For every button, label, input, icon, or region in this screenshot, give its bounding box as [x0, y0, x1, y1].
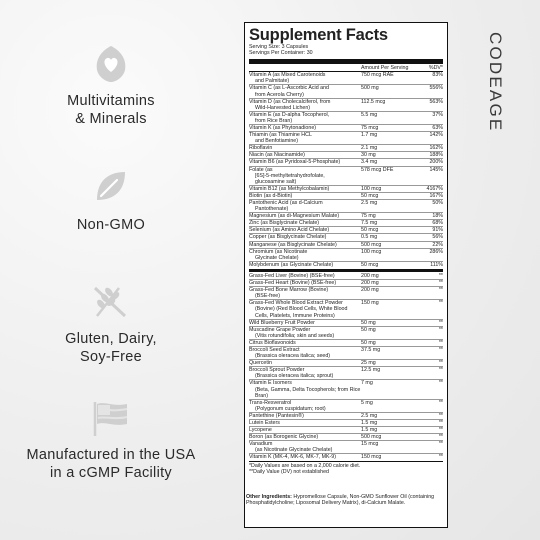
table-row: [249, 124, 443, 131]
amount: 50 mcg: [361, 261, 379, 268]
table-row: [249, 333, 443, 339]
table-row: [249, 92, 443, 98]
table-row: [249, 419, 443, 426]
amount: [367, 447, 413, 453]
amount: [367, 105, 413, 111]
nutrient-name: [6S]-5-methyltetrahydrofolate,: [255, 172, 325, 179]
amount: [367, 333, 413, 339]
nutrient-name: and Benfotiamine): [255, 138, 298, 145]
amount: [367, 313, 413, 319]
daily-value: 37%: [432, 111, 443, 118]
nutrient-name: Vitamin E Isomers: [249, 380, 292, 387]
table-row: [249, 326, 443, 333]
nutrient-name: Vitamin K (MK-4, MK-6, MK-7, MK-9): [249, 454, 337, 461]
daily-value: **: [438, 326, 443, 333]
nutrient-name: Manganese (as Bisglycinate Chelate): [249, 241, 337, 248]
us-flag-icon: [89, 398, 133, 438]
daily-value: **: [438, 380, 443, 387]
amount: 100 mcg: [361, 248, 382, 255]
amount-header: Amount Per Serving: [361, 64, 409, 71]
nutrient-name: from Acerola Cherry): [255, 91, 304, 98]
daily-value: 22%: [432, 241, 443, 248]
nutrient-name: (Polygonum cuspidatum; root): [255, 405, 326, 412]
table-row: [249, 233, 443, 240]
daily-value: [413, 206, 443, 212]
table-row: [249, 144, 443, 151]
nutrient-name: Lycopene: [249, 427, 272, 434]
daily-value: **: [438, 441, 443, 448]
nutrient-name: Biotin (as d-Biotin): [249, 192, 293, 199]
daily-value: 50%: [432, 200, 443, 206]
daily-value: [413, 313, 443, 319]
daily-value: 18%: [432, 213, 443, 220]
amount: [367, 373, 413, 379]
table-row: [249, 379, 443, 386]
nutrient-name: Glycinate Chelate): [255, 254, 299, 261]
nutrient-name: (Vitis rotundifolia; skin and seeds): [255, 332, 335, 339]
table-row: [249, 273, 443, 279]
nutrient-name: Copper (as Bisglycinate Chelate): [249, 234, 327, 241]
panel-title: Supplement Facts: [249, 26, 388, 44]
nutrient-name: Wild Blueberry Fruit Powder: [249, 319, 315, 326]
amount: 200 mg: [361, 272, 379, 279]
nutrient-name: Citrus Bioflavonoids: [249, 339, 296, 346]
nutrient-name: (as Nicotinate Glycinate Chelate): [255, 447, 333, 454]
daily-value: **: [438, 287, 443, 294]
daily-value: 200%: [429, 159, 443, 166]
nutrient-name: Grass-Fed Whole Blood Extract Powder: [249, 300, 343, 307]
other-ingredients: [246, 494, 446, 507]
amount: 50 mcg: [361, 227, 379, 234]
amount: 150 mg: [361, 300, 379, 307]
amount: 500 mcg: [361, 241, 382, 248]
amount: 1.5 mg: [361, 420, 378, 426]
nutrient-name: Zinc (as Bisglycinate Chelate): [249, 220, 320, 227]
nutrient-name: Boron (as Borogenic Glycine): [249, 434, 319, 441]
nutrient-name: Niacin (as Niacinamide): [249, 152, 305, 159]
dv-header: %DV*: [428, 64, 443, 71]
table-row: [249, 453, 443, 460]
brand-name: CODEAGE: [486, 32, 505, 133]
table-row: [249, 255, 443, 261]
serving-size: Serving Size: 3 Capsules: [249, 44, 309, 50]
amount: 7 mg: [361, 380, 373, 387]
table-row: [249, 151, 443, 158]
amount: [367, 206, 413, 212]
amount: 112.5 mcg: [361, 98, 386, 105]
table-row: [249, 399, 443, 406]
table-row: [249, 261, 443, 268]
no-wheat-icon: [89, 282, 133, 322]
amount: 50 mcg: [361, 192, 379, 199]
daily-value: [413, 255, 443, 261]
nutrient-name: Selenium (as Amino Acid Chelate): [249, 227, 330, 234]
daily-value: **: [438, 412, 443, 419]
nutrient-name: Trans-Resveratrol: [249, 399, 292, 406]
daily-value: 68%: [432, 220, 443, 227]
amount: 30 mg: [361, 152, 376, 159]
footnote-dv: *Daily Values are based on a 2,000 calorie diet.: [249, 461, 443, 469]
nutrient-name: from Rice Bran): [255, 117, 293, 124]
nutrient-name: Riboflavin: [249, 145, 273, 152]
feature-made-in-usa: [0, 398, 222, 482]
table-row: [249, 426, 443, 433]
nutrient-name: Grass-Fed Bone Marrow (Bovine): [249, 287, 329, 294]
feature-label: Manufactured in the USA in a cGMP Facility: [26, 447, 196, 481]
ingredient-rows: [249, 273, 443, 461]
table-row: [249, 353, 443, 359]
daily-value: [413, 92, 443, 98]
daily-value: [413, 118, 443, 124]
daily-value: **: [438, 300, 443, 307]
daily-value: [413, 406, 443, 412]
divider-thick: [249, 269, 443, 272]
nutrient-name: Grass-Fed Liver (Bovine) (BSE-free): [249, 272, 335, 279]
daily-value: 556%: [429, 85, 443, 92]
nutrient-name: Quercetin: [249, 360, 272, 367]
table-row: [249, 406, 443, 412]
daily-value: [413, 387, 443, 399]
daily-value: [413, 78, 443, 84]
daily-value: [413, 333, 443, 339]
amount: 150 mcg: [361, 454, 382, 461]
amount: [367, 179, 413, 185]
daily-value: 63%: [432, 124, 443, 131]
nutrient-name: Wild-Harvested Lichen): [255, 104, 311, 111]
amount: 1.7 mg: [361, 132, 378, 139]
nutrient-name: Lutein Esters: [249, 420, 280, 426]
daily-value: 4167%: [426, 185, 443, 192]
table-row: [249, 359, 443, 366]
amount: 200 mg: [361, 287, 379, 294]
daily-value: **: [438, 399, 443, 406]
other-ingredients-label: Other Ingredients:: [246, 494, 292, 500]
amount: 2.5 mg: [361, 200, 378, 206]
daily-value: **: [438, 319, 443, 326]
amount: 578 mcg DFE: [361, 166, 394, 173]
nutrient-name: Vitamin B12 (as Methylcobalamin): [249, 185, 330, 192]
nutrient-name: Pantothenic Acid (as d-Calcium: [249, 200, 323, 206]
nutrient-name: (Beta, Gamma, Delta Tocopherols; from Rice Bran): [255, 386, 361, 399]
table-row: [249, 219, 443, 226]
amount: [367, 255, 413, 261]
nutrient-name: (Bovine) (Red Blood Cells, White Blood: [255, 306, 348, 313]
nutrient-name: Thiamin (as Thiamine HCL: [249, 132, 312, 139]
daily-value: [413, 105, 443, 111]
supplement-facts-panel: [244, 22, 448, 528]
table-row: [249, 299, 443, 306]
daily-value: **: [438, 280, 443, 287]
table-row: [249, 226, 443, 233]
daily-value: 167%: [429, 192, 443, 199]
amount: 50 mg: [361, 326, 376, 333]
table-row: [249, 158, 443, 165]
footnote-dv-not-established: **Daily Value (DV) not established: [249, 468, 329, 475]
table-row: [249, 78, 443, 84]
table-row: [249, 373, 443, 379]
nutrient-name: (Brassica oleracea italica; sprout): [255, 373, 334, 380]
daily-value: 56%: [432, 234, 443, 241]
nutrient-name: Magnesium (as di-Magnesium Malate): [249, 213, 340, 220]
amount: [367, 353, 413, 359]
daily-value: 91%: [432, 227, 443, 234]
amount: 75 mg: [361, 213, 376, 220]
table-row: [249, 118, 443, 124]
daily-value: **: [438, 360, 443, 367]
daily-value: **: [438, 367, 443, 374]
table-row: [249, 339, 443, 346]
daily-value: [413, 293, 443, 299]
feature-label: Multivitamins & Minerals: [67, 93, 155, 127]
nutrient-name: (Brassica oleracea italica; seed): [255, 353, 331, 360]
nutrient-name: Chromium (as Nicotinate: [249, 248, 308, 255]
nutrient-name: (BSE-free): [255, 293, 281, 300]
feature-label: Non-GMO: [76, 217, 146, 233]
table-row: [249, 279, 443, 286]
amount: 0.5 mg: [361, 234, 378, 241]
table-row: [249, 313, 443, 319]
amount: [367, 92, 413, 98]
amount: 12.5 mg: [361, 367, 381, 374]
nutrient-name: Broccoli Seed Extract: [249, 346, 300, 353]
daily-value: 286%: [429, 248, 443, 255]
table-row: [249, 192, 443, 199]
table-row: [249, 346, 443, 353]
daily-value: **: [438, 454, 443, 461]
nutrient-name: Vitamin B6 (as Pyridoxal-5-Phosphate): [249, 159, 341, 166]
amount: 5 mg: [361, 399, 373, 406]
table-row: [249, 84, 443, 91]
amount: 200 mg: [361, 280, 379, 287]
daily-value: [413, 179, 443, 185]
table-row: [249, 387, 443, 399]
daily-value: **: [438, 434, 443, 441]
daily-value: [413, 138, 443, 144]
table-row: [249, 166, 443, 173]
table-row: [249, 319, 443, 326]
servings-per-container: Servings Per Container: 30: [249, 50, 313, 57]
amount: 15 mcg: [361, 441, 379, 448]
table-row: [249, 248, 443, 255]
vitamin-rows: [249, 72, 443, 268]
amount: 2.1 mg: [361, 145, 378, 152]
daily-value: [413, 447, 443, 453]
table-row: [249, 179, 443, 185]
feature-multivitamins: [0, 42, 222, 128]
nutrient-name: Folate (as: [249, 166, 273, 173]
amount: [367, 293, 413, 299]
daily-value: 188%: [429, 152, 443, 159]
table-row: [249, 131, 443, 138]
amount: 2.5 mg: [361, 412, 378, 419]
table-row: [249, 138, 443, 144]
daily-value: 142%: [429, 132, 443, 139]
feature-label: Gluten, Dairy, Soy-Free: [65, 331, 157, 365]
table-row: [249, 447, 443, 453]
daily-value: **: [438, 420, 443, 426]
daily-value: 111%: [430, 261, 443, 268]
nutrient-name: Vanadium: [249, 441, 273, 448]
table-row: [249, 433, 443, 440]
nutrient-name: Pantethine (Pantesin®): [249, 412, 304, 419]
nutrient-name: Vitamin K (as Phytonadione): [249, 124, 317, 131]
column-header: [249, 65, 443, 72]
nutrient-name: glucosamine salt): [255, 178, 297, 185]
amount: 75 mcg: [361, 124, 379, 131]
amount: 50 mg: [361, 339, 376, 346]
daily-value: [413, 373, 443, 379]
amount: 750 mcg RAE: [361, 72, 394, 79]
table-row: [249, 440, 443, 447]
table-row: [249, 412, 443, 419]
nutrient-name: Vitamin A (as Mixed Carotenoids: [249, 72, 326, 79]
feature-non-gmo: [0, 166, 222, 234]
nutrient-name: Grass-Fed Heart (Bovine) (BSE-free): [249, 280, 337, 287]
daily-value: 83%: [432, 72, 443, 79]
daily-value: 563%: [429, 98, 443, 105]
table-row: [249, 199, 443, 206]
table-row: [249, 366, 443, 373]
table-row: [249, 206, 443, 212]
other-ingredients-text: Hypromellose Capsule, Non-GMO Sunflower Oil (containing Phosphatidylcholine; Liposomal Delivery Matrix), di-Calcium Malate.: [246, 494, 435, 507]
amount: 7.5 mg: [361, 220, 378, 227]
amount: [367, 118, 413, 124]
amount: [367, 406, 413, 412]
amount: 1.5 mg: [361, 427, 378, 434]
daily-value: [413, 353, 443, 359]
divider-thick: [249, 59, 443, 64]
nutrient-name: Vitamin D (as Cholecalciferol, from: [249, 98, 331, 105]
table-row: [249, 105, 443, 111]
heart-leaf-icon: [89, 42, 133, 86]
amount: 5.5 mg: [361, 111, 378, 118]
amount: 25 mg: [361, 360, 376, 367]
amount: 37.5 mg: [361, 346, 381, 353]
amount: [367, 138, 413, 144]
amount: 500 mcg: [361, 434, 382, 441]
nutrient-name: and Palmitate): [255, 78, 290, 85]
nutrient-name: Vitamin C (as L-Ascorbic Acid and: [249, 85, 329, 92]
table-row: [249, 293, 443, 299]
daily-value: 162%: [429, 145, 443, 152]
brand-logo: [472, 30, 505, 150]
feature-allergen-free: [0, 282, 222, 366]
daily-value: **: [438, 427, 443, 434]
nutrient-name: Molybdenum (as Glycinate Chelate): [249, 261, 334, 268]
amount: 500 mg: [361, 85, 379, 92]
amount: 3.4 mg: [361, 159, 378, 166]
nutrient-name: Cells, Platelets, Immune Proteins): [255, 312, 335, 319]
nutrient-name: Vitamin E (as D-alpha Tocopherol,: [249, 111, 330, 118]
nutrient-name: Pantothenate): [255, 206, 289, 213]
table-row: [249, 98, 443, 105]
amount: [367, 387, 413, 399]
amount: 100 mcg: [361, 185, 382, 192]
amount: [367, 78, 413, 84]
amount: 50 mg: [361, 319, 376, 326]
daily-value: 145%: [429, 166, 443, 173]
nutrient-name: Broccoli Sprout Powder: [249, 367, 305, 374]
daily-value: **: [438, 339, 443, 346]
table-row: [249, 212, 443, 219]
daily-value: **: [438, 272, 443, 279]
table-row: [249, 286, 443, 293]
table-row: [249, 241, 443, 248]
table-row: [249, 185, 443, 192]
daily-value: **: [438, 346, 443, 353]
table-row: [249, 111, 443, 118]
leaf-icon: [91, 166, 131, 206]
nutrient-name: Muscadine Grape Powder: [249, 326, 311, 333]
